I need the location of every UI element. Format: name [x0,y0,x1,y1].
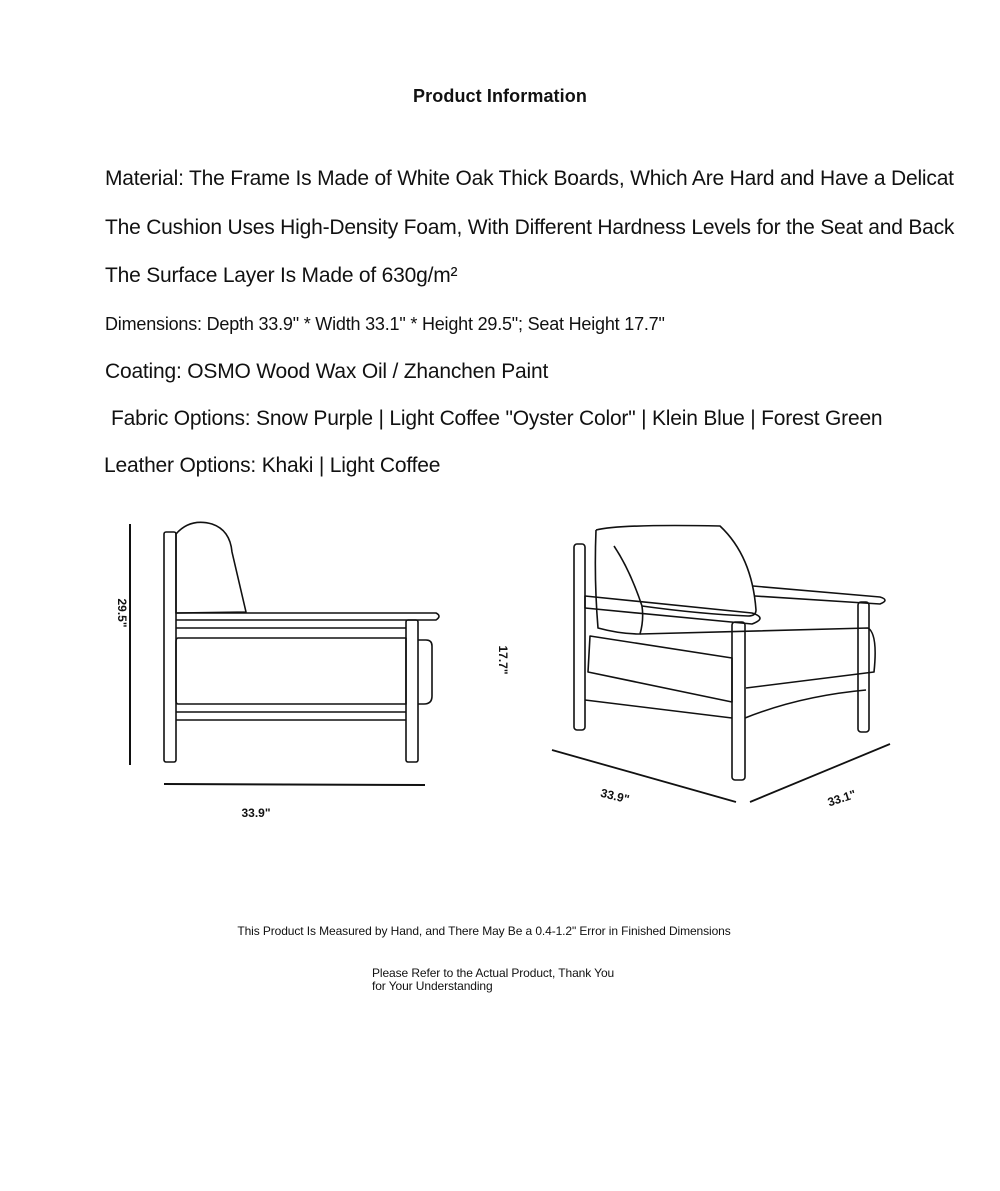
spec-material-surface: The Surface Layer Is Made of 630g/m² [105,264,458,287]
thanks-note-line-2: for Your Understanding [372,979,493,993]
front-post [406,620,418,762]
iso-front-right-post [858,602,869,732]
spec-dimensions: Dimensions: Depth 33.9" * Width 33.1" * Height 29.5"; Seat Height 17.7" [105,314,665,334]
iso-lower-rail-right [745,690,866,718]
spec-material-frame: Material: The Frame Is Made of White Oak Thick Boards, Which Are Hard and Have a Delicat [105,167,954,190]
iso-seat-cushion-front [588,636,732,702]
side-depth-label: 33.9" [241,806,271,820]
iso-width-dimension-line [750,744,890,802]
iso-back-left-post [574,544,585,730]
isometric-view-drawing [552,526,890,803]
iso-width-label: 33.1" [825,787,858,810]
thanks-note [372,967,632,993]
armrest [176,613,439,620]
spec-fabric-options: Fabric Options: Snow Purple | Light Coffee "Oyster Color" | Klein Blue | Forest Green [111,407,883,430]
iso-seat-cushion-top [640,628,875,688]
thanks-note-line-1: Please Refer to the Actual Product, Thank You [372,966,615,980]
depth-dimension-line [164,784,425,785]
page-title: Product Information [413,86,587,106]
iso-back-cushion-side [595,530,642,634]
back-cushion [176,522,246,613]
spec-leather-options: Leather Options: Khaki | Light Coffee [104,454,441,477]
iso-back-cushion [596,526,756,617]
iso-front-left-post [732,622,745,780]
seat-height-label: 17.7" [496,645,510,675]
iso-depth-dimension-line [552,750,736,802]
side-view-drawing [130,522,439,785]
iso-lower-rail-left [585,700,732,718]
side-height-label: 29.5" [115,598,129,628]
iso-depth-label: 33.9" [599,785,631,807]
seat-cushion [176,638,406,704]
spec-coating: Coating: OSMO Wood Wax Oil / Zhanchen Paint [105,360,549,383]
back-post [164,532,176,762]
seat-cushion-front [418,640,432,704]
spec-material-cushion: The Cushion Uses High-Density Foam, With Different Hardness Levels for the Seat and Back [105,216,955,239]
measurement-note: This Product Is Measured by Hand, and There May Be a 0.4-1.2" Error in Finished Dimensions [237,924,731,938]
chair-dimension-drawing [0,500,1000,840]
